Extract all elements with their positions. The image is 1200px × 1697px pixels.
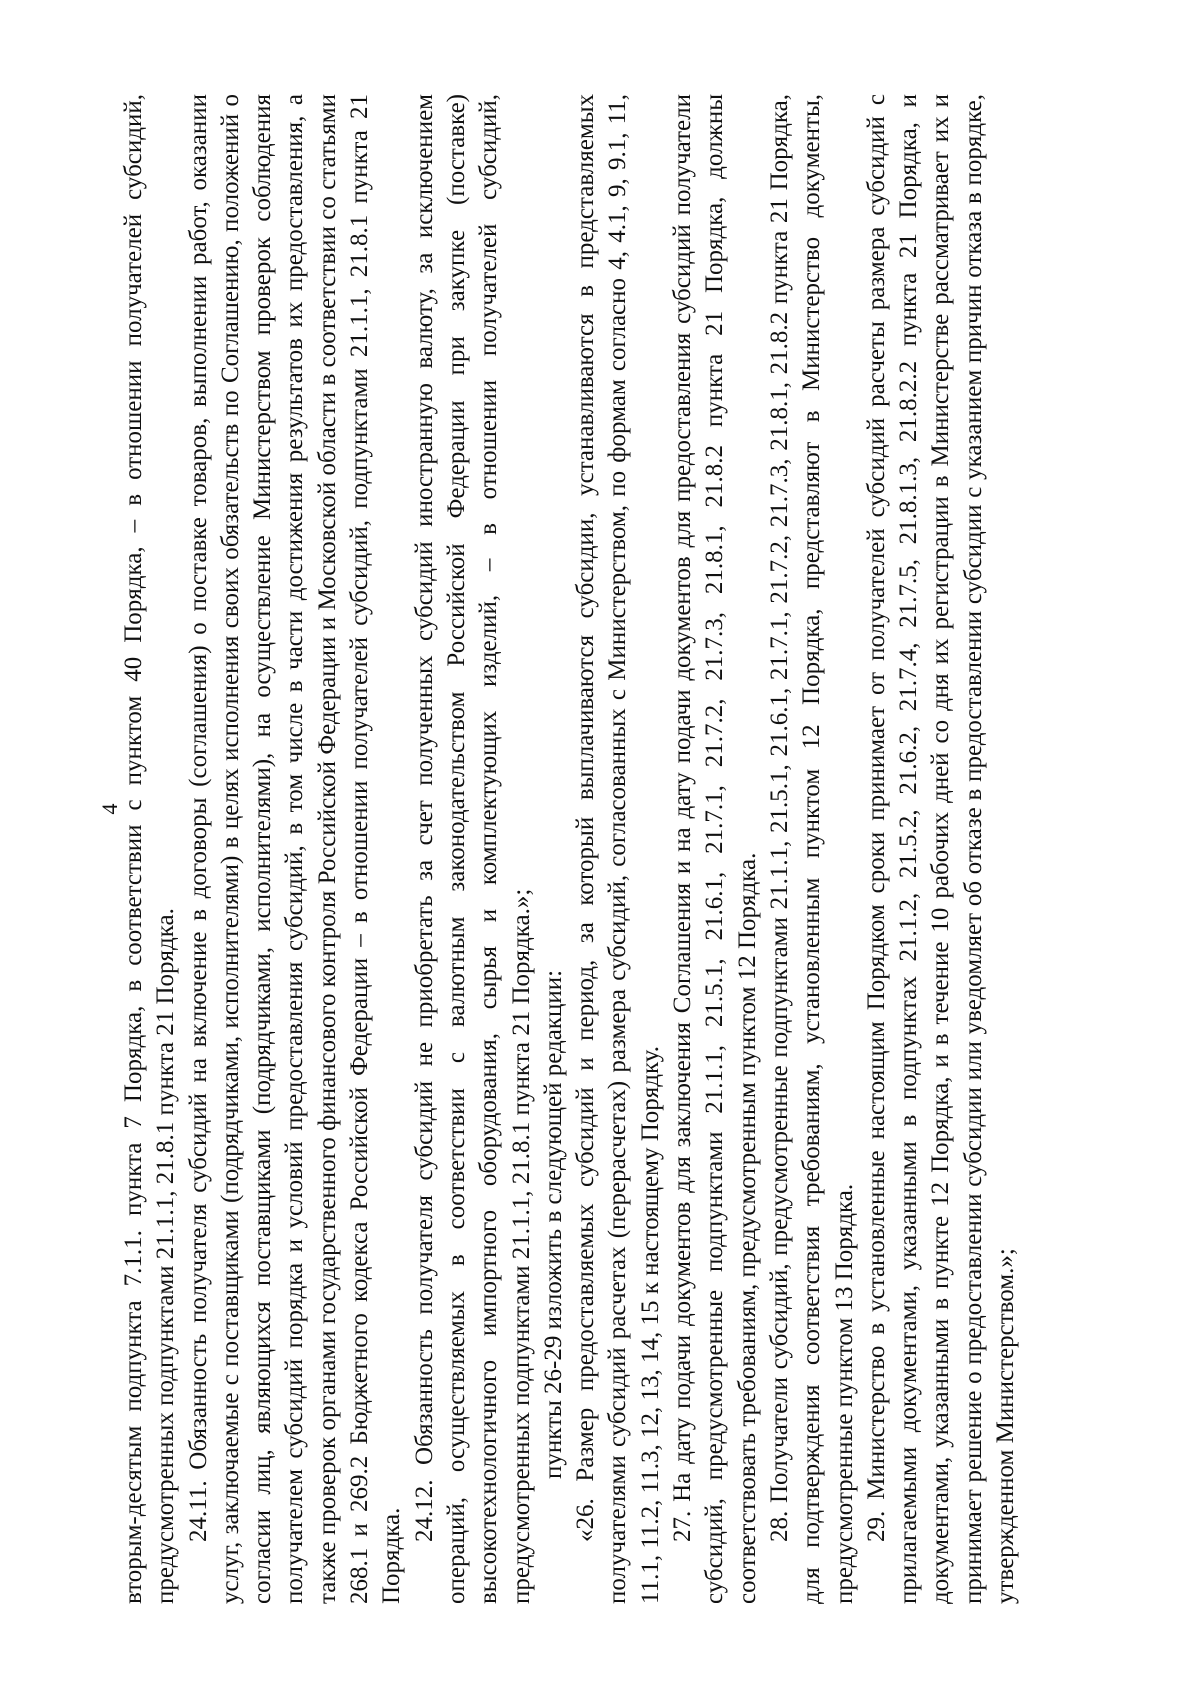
paragraph-28: 28. Получатели субсидий, предусмотренные подпунктами 21.1.1, 21.5.1, 21.6.1, 21.7.1, 21.7.2, 21.7.3, 21.8.1, 21.8.2 пункта 21 Порядка, для подтверждения соответствия требованиям, установленным пунктом 12 Порядка, представляют в Министерство документы, предусмотренные пунктом 13 Порядка.	[765, 94, 858, 1604]
paragraph-continuation: вторым-десятым подпункта 7.1.1. пункта 7 Порядка, в соответствии с пунктом 40 Порядка, – в отношении получателей субсидий, предусмотренных подпунктами 21.1.1, 21.8.1 пункта 21 Порядка.	[120, 94, 180, 1604]
paragraph-24-12: 24.12. Обязанность получателя субсидий не приобретать за счет полученных субсидий иностранную валюту, за исключением операций, осуществляемых в соответствии с валютным законодательством Российской Федерации при закупке (поставке) высокотехнологичного импортного оборудования, сырья и комплектующих изделий, – в отношении получателей субсидий, предусмотренных подпунктами 21.1.1, 21.8.1 пункта 21 Порядка.»;	[410, 94, 535, 1604]
page-number: 4	[97, 803, 122, 815]
paragraph-26: «26. Размер предоставляемых субсидий и период, за который выплачиваются субсидии, устанавливаются в представляемых получателями субсидий расчетах (перерасчетах) размера субсидий, согласованных с Министерством, по формам согласно 4, 4.1, 9, 9.1, 11, 11.1, 11.2, 11.3, 12, 13, 14, 15 к настоящему Порядку.	[572, 94, 664, 1604]
paragraph-24-11: 24.11. Обязанность получателя субсидий на включение в договоры (соглашения) о поставке товаров, выполнении работ, оказании услуг, заключаемые с поставщиками (подрядчиками, исполнителями) в целях исполнения своих обязательств по Соглашению, положений о согласии лиц, являющихся поставщиками (подрядчиками, исполнителями), на осуществление Министерством проверок соблюдения получателем субсидий порядка и условий предоставления субсидий, в том числе в части достижения результатов их предоставления, а также проверок органами государственного финансового контроля Российской Федерации и Московской области в соответствии со статьями 268.1 и 269.2 Бюджетного кодекса Российской Федерации – в отношении получателей субсидий, подпунктами 21.1.1, 21.8.1 пункта 21 Порядка.	[184, 94, 406, 1604]
document-body	[118, 94, 1078, 1604]
paragraph-27: 27. На дату подачи документов для заключения Соглашения и на дату подачи документов для предоставления субсидий получатели субсидий, предусмотренные подпунктами 21.1.1, 21.5.1, 21.6.1, 21.7.1, 21.7.2, 21.7.3, 21.8.1, 21.8.2 пункта 21 Порядка, должны соответствовать требованиям, предусмотренным пунктом 12 Порядка.	[669, 94, 761, 1604]
paragraph-29: 29. Министерство в установленные настоящим Порядком сроки принимает от получателей субсидий расчеты размера субсидий с прилагаемыми документами, указанными в подпунктах 21.1.2, 21.5.2, 21.6.2, 21.7.4, 21.7.5, 21.8.1.3, 21.8.2.2 пункта 21 Порядка, и документами, указанными в пункте 12 Порядка, и в течение 10 рабочих дней со дня их регистрации в Министерстве рассматривает их и принимает решение о предоставлении субсидии или уведомляет об отказе в предоставлении субсидии с указанием причин отказа в порядке, утвержденном Министерством.»;	[862, 94, 1020, 1604]
paragraph-amendment-intro: пункты 26-29 изложить в следующей редакции:	[539, 969, 567, 1479]
document-text	[118, 94, 1022, 1604]
